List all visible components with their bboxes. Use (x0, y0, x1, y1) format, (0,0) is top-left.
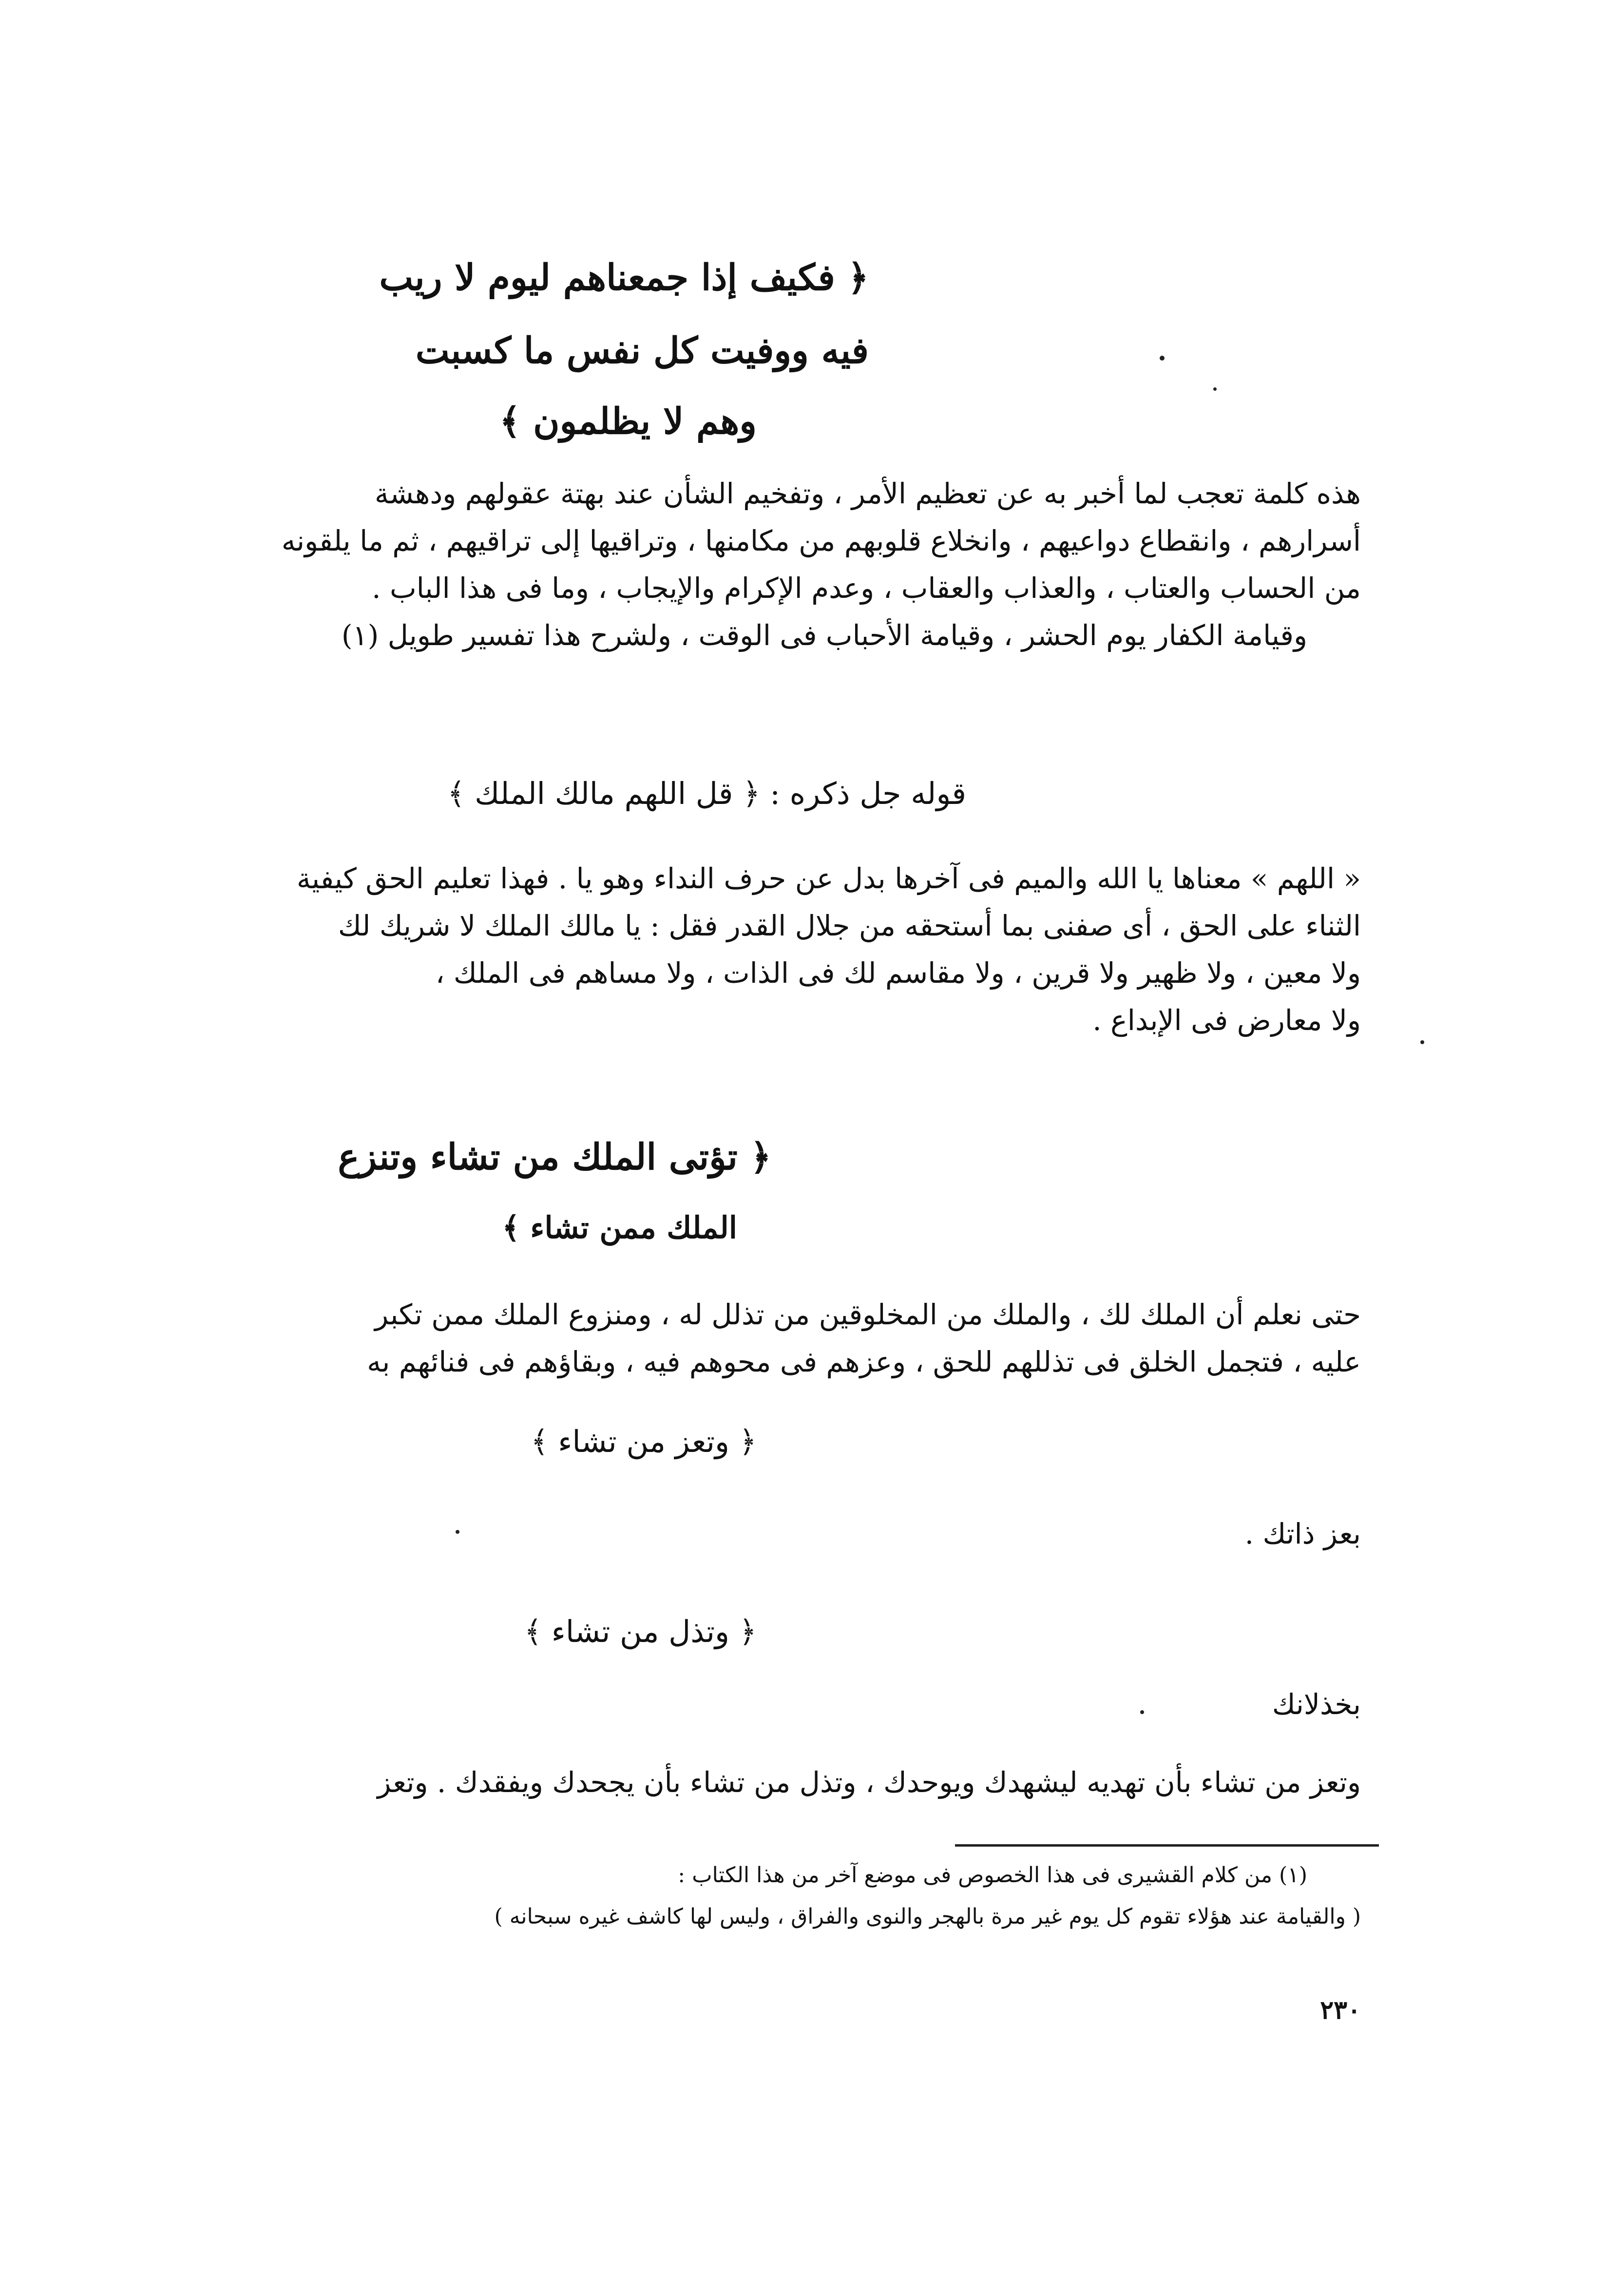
verse-1-line-1: ﴿ فكيف إذا جمعناهم ليوم لا ريب (379, 257, 869, 299)
paragraph-2-line-2: الثناء على الحق ، أى صفنى بما أستحقه من جلال القدر فقل : يا مالك الملك لا شريك لك (338, 909, 1361, 942)
paragraph-3-line-1: حتى نعلم أن الملك لك ، والملك من المخلوقين من تذلل له ، ومنزوع الملك ممن تكبر (375, 1298, 1361, 1331)
paragraph-2 (274, 855, 1361, 1044)
verse-4: ﴿ وتذل من تشاء ﴾ (524, 1614, 757, 1649)
scan-speck (456, 1530, 459, 1534)
verse-intro-2: قوله جل ذكره : ﴿ قل اللهم مالك الملك ﴾ (447, 776, 966, 811)
footnote-line-1: (١) من كلام القشيرى فى هذا الخصوص فى موضع آخر من هذا الكتاب : (678, 1863, 1307, 1888)
paragraph-1-line-3: من الحساب والعتاب ، والعذاب والعقاب ، وعدم الإكرام والإيجاب ، وما فى هذا الباب . (372, 572, 1361, 605)
paragraph-1-line-4: وقيامة الكفار يوم الحشر ، وقيامة الأحباب فى الوقت ، ولشرح هذا تفسير طويل (١) (341, 619, 1307, 652)
scan-speck (1140, 1710, 1144, 1714)
scan-speck (1213, 387, 1217, 391)
scan-speck (1160, 356, 1165, 361)
verse-3: ﴿ وتعز من تشاء ﴾ (531, 1424, 757, 1459)
verse-1-line-3: وهم لا يظلمون ﴾ (499, 401, 757, 442)
scan-speck (1420, 1040, 1424, 1044)
paragraph-3 (274, 1291, 1361, 1386)
verse-2-line-2: الملك ممن تشاء ﴾ (502, 1210, 737, 1245)
paragraph-2-line-1: « اللهم » معناها يا الله والميم فى آخرها بدل عن حرف النداء وهو يا . فهذا تعليم الحق كيفية (296, 862, 1361, 895)
paragraph-2-line-3: ولا معين ، ولا ظهير ولا قرين ، ولا مقاسم لك فى الذات ، ولا مساهم فى الملك ، (435, 956, 1361, 990)
paragraph-1-line-1: هذه كلمة تعجب لما أخبر به عن تعظيم الأمر ، وتفخيم الشأن عند بهتة عقولهم ودهشة (374, 477, 1361, 510)
page-number: ٢٣٠ (1320, 1995, 1361, 2025)
paragraph-1 (274, 470, 1361, 659)
verse-2-line-1: ﴿ تؤتى الملك من تشاء وتنزع (338, 1136, 771, 1178)
text-4: بخذلانك (1272, 1688, 1361, 1721)
paragraph-1-line-2: أسرارهم ، وانقطاع دواعيهم ، وانخلاع قلوبهم من مكامنها ، وتراقيها إلى تراقيهم ، ثم ما يلقونه (281, 524, 1361, 557)
paragraph-3-line-2: عليه ، فتجمل الخلق فى تذللهم للحق ، وعزهم فى محوهم فيه ، وبقاؤهم فى فنائهم به (367, 1345, 1361, 1378)
paragraph-2-line-4: ولا معارض فى الإبداع . (1092, 1004, 1361, 1037)
verse-1-line-2: فيه ووفيت كل نفس ما كسبت (415, 330, 869, 372)
text-3: بعز ذاتك . (1244, 1517, 1361, 1550)
paragraph-4: وتعز من تشاء بأن تهديه ليشهدك ويوحدك ، وتذل من تشاء بأن يجحدك ويفقدك . وتعز (377, 1766, 1361, 1799)
footnote-line-2: ( والقيامة عند هؤلاء تقوم كل يوم غير مرة بالهجر والنوى والفراق ، وليس لها كاشف غيره سبحانه ) (494, 1904, 1361, 1929)
footnote-divider (955, 1844, 1379, 1847)
